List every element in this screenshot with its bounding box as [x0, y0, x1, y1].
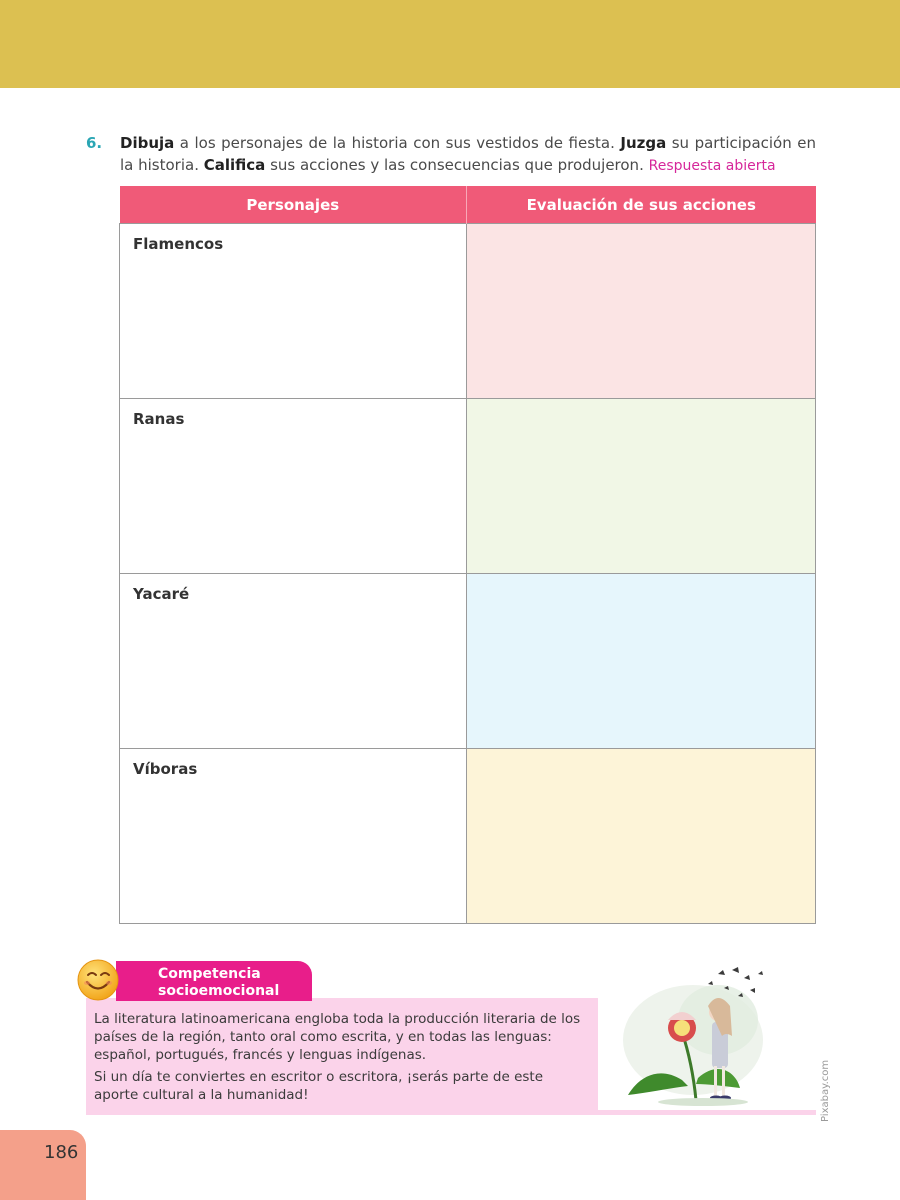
character-name: Flamencos — [133, 235, 224, 253]
activity-instruction — [86, 132, 816, 177]
competencia-paragraph: La literatura latinoamericana engloba toda la producción literaria de los países de la región, tanto oral como escrita, y en todas las lenguas: español, portugués, francés y lenguas indígenas. — [94, 1011, 581, 1063]
drawing-cell[interactable] — [120, 574, 467, 749]
answer-note: Respuesta abierta — [648, 158, 776, 174]
competencia-text — [94, 1010, 589, 1108]
evaluation-cell[interactable] — [467, 574, 816, 749]
competencia-paragraph: Si un día te conviertes en escritor o escritora, ¡serás parte de este aporte cultural a la humanidad! — [94, 1069, 544, 1103]
girl-with-flower-illustration — [598, 960, 816, 1110]
illustration-drawing — [598, 960, 816, 1110]
competencia-socioemocional-box — [86, 960, 816, 1115]
drawing-cell[interactable] — [120, 749, 467, 924]
verb-juzga: Juzga — [620, 134, 667, 152]
instruction-part2: su participación en la historia. — [120, 134, 816, 174]
header-personajes: Personajes — [120, 186, 467, 224]
characters-table — [119, 186, 816, 924]
evaluation-cell[interactable] — [467, 224, 816, 399]
activity-number: 6. — [86, 134, 103, 152]
instruction-part3: sus acciones y las consecuencias que produjeron. — [265, 156, 649, 174]
table-row — [120, 399, 816, 574]
character-name: Ranas — [133, 410, 185, 428]
table-row — [120, 574, 816, 749]
character-name: Yacaré — [133, 585, 190, 603]
table-row — [120, 224, 816, 399]
drawing-cell[interactable] — [120, 399, 467, 574]
instruction-part1: a los personajes de la historia con sus vestidos de fiesta. — [174, 134, 621, 152]
evaluation-cell[interactable] — [467, 749, 816, 924]
verb-califica: Califica — [203, 156, 266, 174]
competencia-title-tab — [116, 961, 312, 1001]
image-credit: Pixabay.com — [820, 1059, 831, 1122]
table-row — [120, 749, 816, 924]
evaluation-cell[interactable] — [467, 399, 816, 574]
table-header-row — [120, 186, 816, 224]
header-evaluacion: Evaluación de sus acciones — [467, 186, 816, 224]
page-number-tab — [0, 1130, 86, 1200]
drawing-cell[interactable] — [120, 224, 467, 399]
competencia-title: Competencia socioemocional — [158, 966, 280, 999]
character-name: Víboras — [133, 760, 198, 778]
smiley-face-icon — [76, 958, 120, 1002]
verb-dibuja: Dibuja — [120, 134, 175, 152]
top-color-band — [0, 0, 900, 88]
page-number: 186 — [44, 1142, 79, 1163]
activity-text — [120, 132, 816, 177]
